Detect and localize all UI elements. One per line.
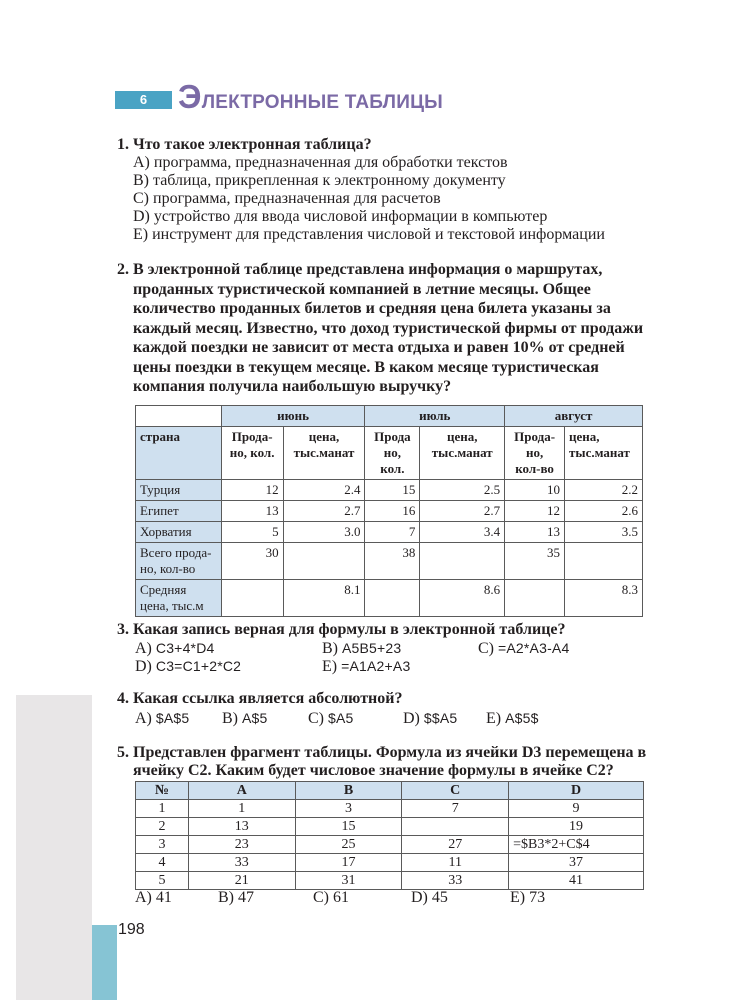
question-1-option-e: E) инструмент для представления числовой и текстовой информации (133, 226, 605, 243)
question-5-line: ячейку C2. Каким будет числовое значение формулы в ячейке C2? (133, 762, 614, 779)
cell: 8.1 (283, 580, 365, 617)
question-2-title (117, 260, 643, 397)
cell: 27 (402, 836, 509, 854)
column-header: D (509, 782, 644, 800)
question-2-line: каждый месяц. Известно, что доход туристической фирмы от продажи (133, 319, 644, 337)
cell: 5 (221, 522, 283, 543)
question-3-option-b: B) A5B5+23 (322, 640, 402, 657)
subheader-sold: Прода- но, кол-во (505, 427, 565, 480)
subheader-sold: Прода но, кол. (365, 427, 420, 480)
question-3-option-a: A) C3+4*D4 (135, 640, 215, 657)
cell: 2.2 (565, 480, 643, 501)
question-5-answer-c: C) 61 (313, 889, 349, 906)
month-header: июнь (221, 406, 365, 427)
cell: 17 (295, 854, 402, 872)
question-5-line: 5. Представлен фрагмент таблицы. Формула из ячейки D3 перемещена в (117, 744, 647, 761)
question-2-line: цены поездки в текущем месяце. В каком месяце туристическая (133, 358, 599, 376)
cell: 15 (295, 818, 402, 836)
empty-corner-cell (136, 406, 222, 427)
cell: 3.0 (283, 522, 365, 543)
cell: 11 (402, 854, 509, 872)
question-2-line: количество проданных билетов и средняя цена билета указаны за (133, 300, 611, 317)
cell: 2.5 (420, 480, 505, 501)
subheader-price: цена, тыс.манат (420, 427, 505, 480)
row-label: Хорватия (136, 522, 222, 543)
table-row (136, 872, 644, 890)
tourism-sales-table (135, 405, 643, 617)
question-2-line: компания получила наибольшую выручку? (133, 378, 452, 395)
page-number: 198 (118, 921, 145, 938)
chapter-title-rest: ЛЕКТРОННЫЕ ТАБЛИЦЫ (201, 92, 443, 113)
table-header-row (136, 782, 644, 800)
cell (283, 543, 365, 580)
cell: 3.5 (565, 522, 643, 543)
question-4-option-b: B) A$5 (222, 710, 268, 727)
cell: 9 (509, 800, 644, 818)
table-row (136, 836, 644, 854)
subheader-price: цена, тыс.манат (283, 427, 365, 480)
question-1-option-a: A) программа, предназначенная для обработки текстов (133, 154, 508, 171)
column-header: A (188, 782, 295, 800)
table-row (136, 501, 643, 522)
cell: 12 (221, 480, 283, 501)
cell: 1 (188, 800, 295, 818)
month-header: август (505, 406, 643, 427)
month-header: июль (365, 406, 505, 427)
question-5-answer-d: D) 45 (411, 889, 448, 906)
spreadsheet-fragment-table (135, 781, 644, 890)
question-1 (117, 136, 605, 244)
cell: 2 (136, 818, 189, 836)
chapter-title-initial: Э (178, 78, 202, 115)
cell: 37 (509, 854, 644, 872)
cell: 13 (505, 522, 565, 543)
cell (505, 580, 565, 617)
cell: 4 (136, 854, 189, 872)
question-2-line: 2. В электронной таблице представлена информация о маршрутах, (117, 261, 603, 278)
cell: 10 (505, 480, 565, 501)
page-number-tab (92, 925, 117, 1000)
row-label: Египет (136, 501, 222, 522)
cell: 2.7 (420, 501, 505, 522)
cell: 13 (221, 501, 283, 522)
cell: 23 (188, 836, 295, 854)
column-header: B (295, 782, 402, 800)
cell (402, 818, 509, 836)
cell: 3.4 (420, 522, 505, 543)
question-1-option-d: D) устройство для ввода числовой информации в компьютер (133, 208, 548, 225)
table-row-total (136, 543, 643, 580)
question-4-option-d: D) $$A5 (403, 710, 458, 727)
cell: 16 (365, 501, 420, 522)
question-4-option-e: E) A$5$ (486, 710, 539, 727)
cell: 41 (509, 872, 644, 890)
question-4-option-a: A) $A$5 (135, 710, 190, 727)
cell: 15 (365, 480, 420, 501)
cell: 31 (295, 872, 402, 890)
table-row (136, 522, 643, 543)
table-row (136, 800, 644, 818)
cell: 30 (221, 543, 283, 580)
cell: 5 (136, 872, 189, 890)
table-month-header-row (136, 406, 643, 427)
question-1-option-c: C) программа, предназначенная для расчетов (133, 190, 441, 207)
question-3-option-c: C) =A2*A3-A4 (478, 640, 570, 657)
cell: 7 (402, 800, 509, 818)
cell: 2.7 (283, 501, 365, 522)
cell: 33 (188, 854, 295, 872)
table-row (136, 480, 643, 501)
subheader-sold: Прода- но, кол. (221, 427, 283, 480)
question-3-option-e: E) =A1A2+A3 (322, 658, 411, 675)
cell (565, 543, 643, 580)
table-row-average (136, 580, 643, 617)
column-header: C (402, 782, 509, 800)
question-4-title: 4. Какая ссылка является абсолютной? (117, 690, 403, 707)
table-row (136, 818, 644, 836)
formula-cell: =$B3*2+C$4 (509, 836, 644, 854)
cell: 2.6 (565, 501, 643, 522)
cell: 21 (188, 872, 295, 890)
question-5-answer-b: B) 47 (218, 889, 254, 906)
cell: 8.6 (420, 580, 505, 617)
row-label: Турция (136, 480, 222, 501)
row-label: Всего прода- но, кол-во (136, 543, 222, 580)
question-5-title (117, 744, 646, 780)
question-5-answer-e: E) 73 (510, 889, 546, 906)
chapter-title (178, 78, 443, 115)
cell (221, 580, 283, 617)
question-3-option-d: D) C3=C1+2*C2 (135, 658, 242, 675)
margin-grey-band (16, 695, 92, 1000)
question-2-line: каждой поездки не зависит от места отдыха и равен 10% от средней (133, 339, 625, 356)
cell: 19 (509, 818, 644, 836)
cell: 3 (136, 836, 189, 854)
cell: 38 (365, 543, 420, 580)
cell (420, 543, 505, 580)
question-1-option-b: B) таблица, прикрепленная к электронному документу (133, 172, 506, 189)
question-1-title: 1. Что такое электронная таблица? (117, 136, 372, 153)
table-subheader-row (136, 427, 643, 480)
cell: 2.4 (283, 480, 365, 501)
cell: 13 (188, 818, 295, 836)
country-header: страна (136, 427, 222, 480)
cell: 12 (505, 501, 565, 522)
cell: 33 (402, 872, 509, 890)
cell: 7 (365, 522, 420, 543)
chapter-number-badge: 6 (115, 91, 172, 109)
table-row (136, 854, 644, 872)
row-label: Средняя цена, тыс.м (136, 580, 222, 617)
cell (365, 580, 420, 617)
cell: 25 (295, 836, 402, 854)
subheader-price: цена, тыс.манат (565, 427, 643, 480)
cell: 3 (295, 800, 402, 818)
question-3-title: 3. Какая запись верная для формулы в электронной таблице? (117, 621, 566, 638)
column-header: № (136, 782, 189, 800)
cell: 1 (136, 800, 189, 818)
cell: 35 (505, 543, 565, 580)
cell: 8.3 (565, 580, 643, 617)
question-4-option-c: C) $A5 (308, 710, 354, 727)
question-2-line: проданных туристической компанией в летние месяцы. Общее (133, 280, 591, 298)
question-5-answer-a: A) 41 (135, 889, 172, 906)
